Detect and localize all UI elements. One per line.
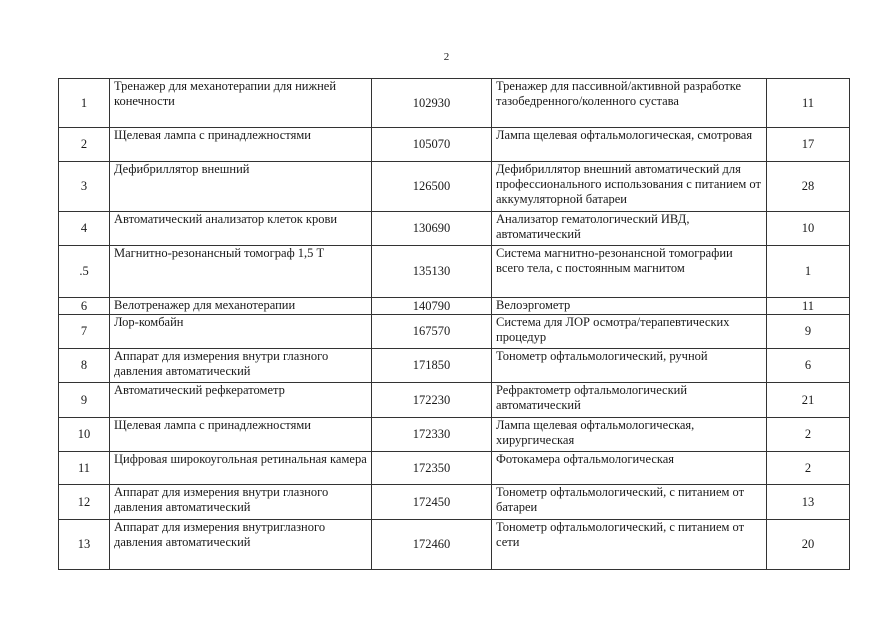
row-number: 13: [59, 520, 110, 570]
equipment-description: Рефрактометр офтальмологический автоматический: [492, 383, 767, 418]
equipment-name: Магнитно-резонансный томограф 1,5 Т: [110, 246, 372, 298]
table-row: [59, 418, 850, 452]
equipment-code: 102930: [372, 79, 492, 128]
row-number: 8: [59, 349, 110, 383]
equipment-description: Тонометр офтальмологический, ручной: [492, 349, 767, 383]
equipment-name: Щелевая лампа с принадлежностями: [110, 418, 372, 452]
equipment-count: 21: [767, 383, 850, 418]
table-row: [59, 485, 850, 520]
equipment-description: Тренажер для пассивной/активной разработке тазобедренного/коленного сустава: [492, 79, 767, 128]
equipment-name: Дефибриллятор внешний: [110, 162, 372, 212]
table-row: [59, 162, 850, 212]
equipment-count: 1: [767, 246, 850, 298]
equipment-description: Велоэргометр: [492, 298, 767, 315]
equipment-description: Лампа щелевая офтальмологическая, хирургическая: [492, 418, 767, 452]
equipment-count: 9: [767, 315, 850, 349]
table-row: [59, 315, 850, 349]
equipment-name: Аппарат для измерения внутриглазного давления автоматический: [110, 520, 372, 570]
equipment-description: Система для ЛОР осмотра/терапевтических процедур: [492, 315, 767, 349]
equipment-code: 171850: [372, 349, 492, 383]
equipment-name: Автоматический анализатор клеток крови: [110, 212, 372, 246]
row-number: 4: [59, 212, 110, 246]
equipment-code: 172330: [372, 418, 492, 452]
equipment-count: 11: [767, 79, 850, 128]
table-row: [59, 298, 850, 315]
equipment-description: Дефибриллятор внешний автоматический для профессионального использования с питанием от аккумуляторной батареи: [492, 162, 767, 212]
equipment-description: Фотокамера офтальмологическая: [492, 452, 767, 485]
equipment-name: Цифровая широкоугольная ретинальная камера: [110, 452, 372, 485]
equipment-count: 11: [767, 298, 850, 315]
equipment-name: Лор-комбайн: [110, 315, 372, 349]
table-row: [59, 349, 850, 383]
equipment-count: 10: [767, 212, 850, 246]
row-number: 11: [59, 452, 110, 485]
equipment-code: 126500: [372, 162, 492, 212]
row-number: 9: [59, 383, 110, 418]
table-row: [59, 246, 850, 298]
equipment-name: Автоматический рефкератометр: [110, 383, 372, 418]
equipment-table: [58, 78, 850, 570]
equipment-code: 172230: [372, 383, 492, 418]
equipment-name: Тренажер для механотерапии для нижней конечности: [110, 79, 372, 128]
equipment-code: 172460: [372, 520, 492, 570]
table-row: [59, 452, 850, 485]
page-number: 2: [443, 51, 450, 63]
row-number: 3: [59, 162, 110, 212]
equipment-code: 140790: [372, 298, 492, 315]
equipment-description: Тонометр офтальмологический, с питанием от батареи: [492, 485, 767, 520]
equipment-name: Велотренажер для механотерапии: [110, 298, 372, 315]
table-row: [59, 520, 850, 570]
row-number: 2: [59, 128, 110, 162]
row-number: 1: [59, 79, 110, 128]
equipment-name: Аппарат для измерения внутри глазного давления автоматический: [110, 485, 372, 520]
table-row: [59, 128, 850, 162]
equipment-count: 28: [767, 162, 850, 212]
equipment-count: 13: [767, 485, 850, 520]
table-row: [59, 383, 850, 418]
equipment-code: 130690: [372, 212, 492, 246]
equipment-code: 172350: [372, 452, 492, 485]
equipment-count: 17: [767, 128, 850, 162]
equipment-code: 105070: [372, 128, 492, 162]
equipment-code: 135130: [372, 246, 492, 298]
equipment-description: Лампа щелевая офтальмологическая, смотровая: [492, 128, 767, 162]
equipment-code: 167570: [372, 315, 492, 349]
equipment-description: Система магнитно-резонансной томографии всего тела, с постоянным магнитом: [492, 246, 767, 298]
row-number: 10: [59, 418, 110, 452]
equipment-count: 2: [767, 418, 850, 452]
row-number: 7: [59, 315, 110, 349]
equipment-name: Аппарат для измерения внутри глазного давления автоматический: [110, 349, 372, 383]
equipment-count: 2: [767, 452, 850, 485]
equipment-count: 6: [767, 349, 850, 383]
equipment-description: Анализатор гематологический ИВД, автоматический: [492, 212, 767, 246]
equipment-name: Щелевая лампа с принадлежностями: [110, 128, 372, 162]
equipment-description: Тонометр офтальмологический, с питанием от сети: [492, 520, 767, 570]
table-row: [59, 79, 850, 128]
equipment-code: 172450: [372, 485, 492, 520]
row-number: 6: [59, 298, 110, 315]
row-number: 12: [59, 485, 110, 520]
row-number: .5: [59, 246, 110, 298]
equipment-count: 20: [767, 520, 850, 570]
table-row: [59, 212, 850, 246]
